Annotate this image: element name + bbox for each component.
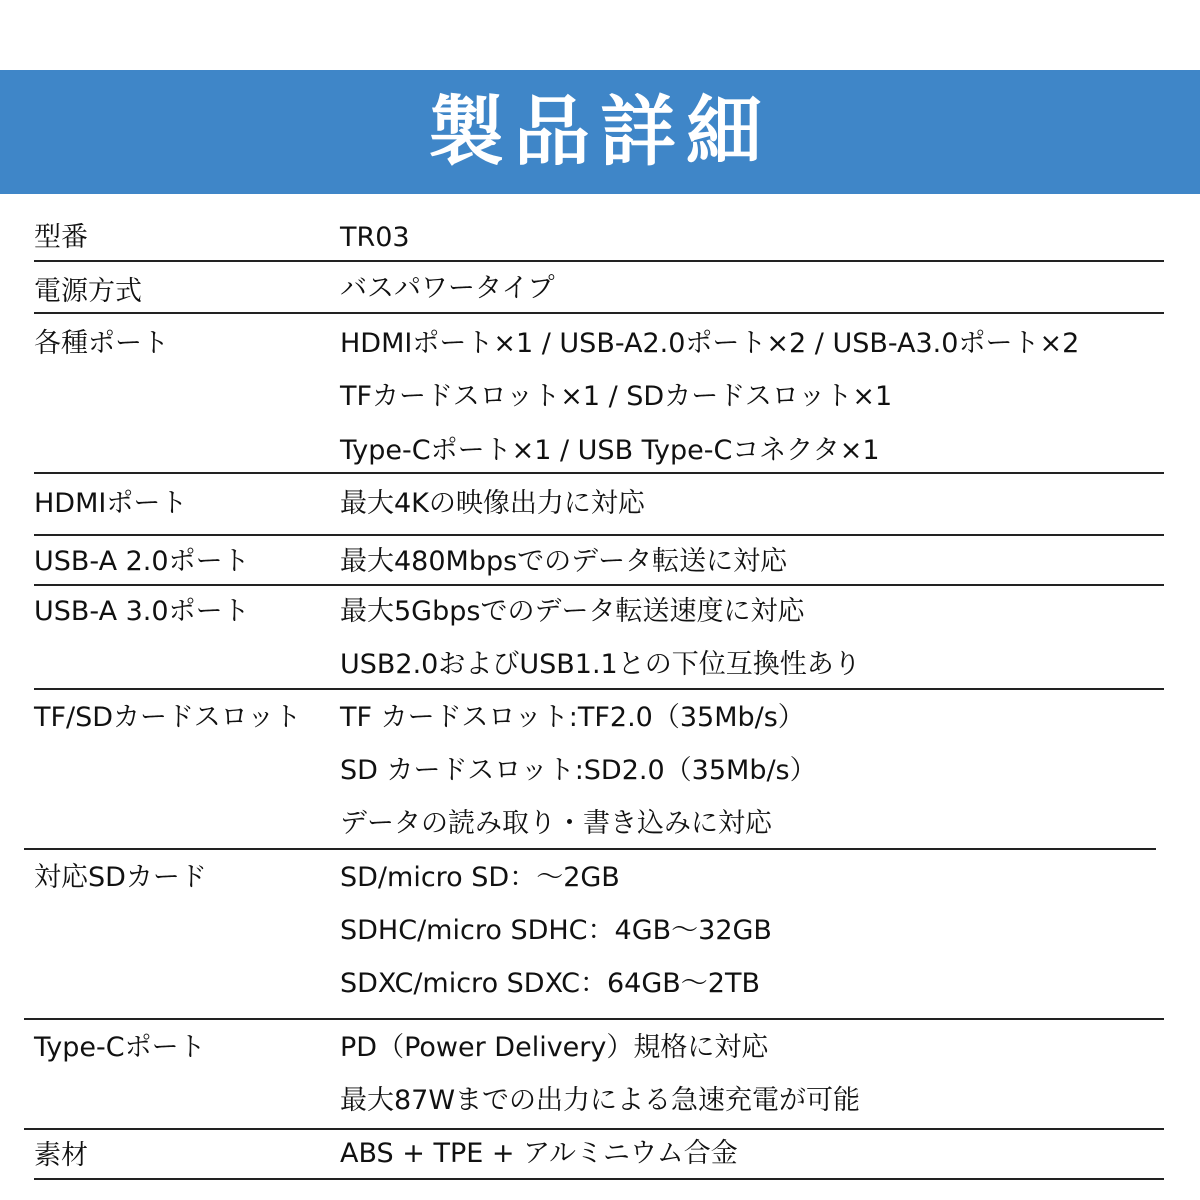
spec-row: [0, 536, 1200, 586]
spec-value: ABS + TPE + アルミニウム合金: [340, 1138, 738, 1169]
spec-value: SDXC/micro SDXC：64GB～2TB: [340, 968, 760, 999]
spec-row: [0, 850, 1200, 1020]
spec-value: SD カードスロット:SD2.0（35Mb/s）: [340, 755, 817, 786]
spec-value: HDMIポート×1 / USB-A2.0ポート×2 / USB-A3.0ポート×2: [340, 328, 1080, 359]
page-title: 製品詳細: [428, 87, 772, 176]
spec-value: SDHC/micro SDHC：4GB～32GB: [340, 915, 772, 946]
spec-value: 最大480Mbpsでのデータ転送に対応: [340, 546, 788, 577]
spec-label: HDMIポート: [34, 488, 188, 519]
spec-label: USB-A 2.0ポート: [34, 546, 250, 577]
spec-value: TR03: [340, 222, 410, 253]
spec-value: USB2.0およびUSB1.1との下位互換性あり: [340, 649, 861, 680]
spec-row: [0, 1020, 1200, 1130]
spec-row: [0, 1130, 1200, 1182]
spec-value: SD/micro SD：～2GB: [340, 862, 620, 893]
spec-value: バスパワータイプ: [340, 273, 555, 304]
spec-value: TFカードスロット×1 / SDカードスロット×1: [340, 381, 893, 412]
spec-label: 各種ポート: [34, 328, 169, 359]
spec-label: 対応SDカード: [34, 862, 207, 893]
header-band: [0, 70, 1200, 194]
spec-row: [0, 474, 1200, 536]
spec-value: 最大87Wまでの出力による急速充電が可能: [340, 1085, 861, 1116]
spec-label: 電源方式: [34, 276, 142, 307]
spec-row: [0, 314, 1200, 474]
spec-value: 最大5Gbpsでのデータ転送速度に対応: [340, 596, 805, 627]
spec-label: 素材: [34, 1140, 88, 1171]
spec-row: [0, 210, 1200, 262]
spec-row: [0, 586, 1200, 690]
spec-value: PD（Power Delivery）規格に対応: [340, 1032, 769, 1063]
spec-label: 型番: [34, 222, 88, 253]
spec-value: TF カードスロット:TF2.0（35Mb/s）: [340, 702, 805, 733]
spec-value: データの読み取り・書き込みに対応: [340, 808, 772, 839]
row-divider: [34, 1178, 1164, 1180]
spec-label: Type-Cポート: [34, 1032, 206, 1063]
spec-value: Type-Cポート×1 / USB Type-Cコネクタ×1: [340, 435, 880, 466]
spec-label: TF/SDカードスロット: [34, 702, 302, 733]
spec-label: USB-A 3.0ポート: [34, 596, 250, 627]
spec-row: [0, 262, 1200, 314]
spec-row: [0, 690, 1200, 850]
spec-value: 最大4Kの映像出力に対応: [340, 488, 645, 519]
